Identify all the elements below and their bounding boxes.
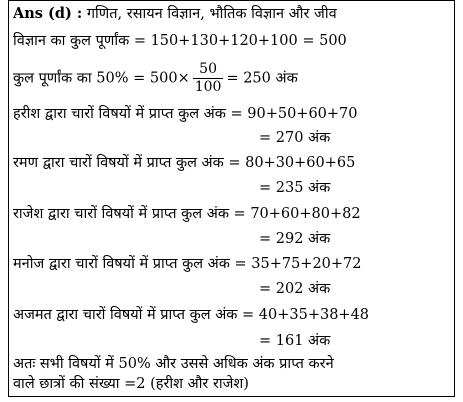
student-marks-line: हरीश द्वारा चारों विषयों में प्राप्त कुल अंक = 90+50+60+70 — [13, 106, 358, 122]
fifty-percent-prefix: कुल पूर्णांक का 50% = 500× — [13, 70, 190, 87]
conclusion-line-2: वाले छात्रों की संख्या =2 (हरीश और राजेश) — [13, 376, 249, 392]
fifty-percent-result: = 250 अंक — [226, 70, 298, 87]
student-marks-line: अजमत द्वारा चारों विषयों में प्राप्त कुल अंक = 40+35+38+48 — [13, 307, 370, 323]
fraction-denominator: 100 — [194, 79, 222, 95]
fifty-percent-line — [13, 61, 298, 96]
conclusion-line-1: अतः सभी विषयों में 50% और उससे अधिक अंक प्राप्त करने — [13, 356, 334, 372]
subjects-text: गणित, रसायन विज्ञान, भौतिक विज्ञान और जीव — [86, 6, 337, 22]
student-total: = 161 अंक — [259, 333, 331, 349]
student-total: = 202 अंक — [259, 281, 331, 297]
student-marks-line: रमण द्वारा चारों विषयों में प्राप्त कुल अंक = 80+30+60+65 — [13, 155, 356, 171]
student-total: = 292 अंक — [259, 231, 331, 247]
student-marks-line: राजेश द्वारा चारों विषयों में प्राप्त कुल अंक = 70+60+80+82 — [13, 206, 361, 222]
answer-line-1 — [13, 5, 337, 23]
fraction-numerator: 50 — [193, 61, 224, 79]
total-max-marks-line: विज्ञान का कुल पूर्णांक = 150+130+120+100 = 500 — [13, 33, 347, 49]
student-marks-line: मनोज द्वारा चारों विषयों में प्राप्त कुल अंक = 35+75+20+72 — [13, 256, 362, 272]
answer-label: Ans (d) : — [13, 5, 83, 22]
fraction — [193, 61, 224, 96]
answer-box — [8, 0, 455, 397]
student-total: = 235 अंक — [259, 180, 331, 196]
student-total: = 270 अंक — [259, 130, 331, 146]
